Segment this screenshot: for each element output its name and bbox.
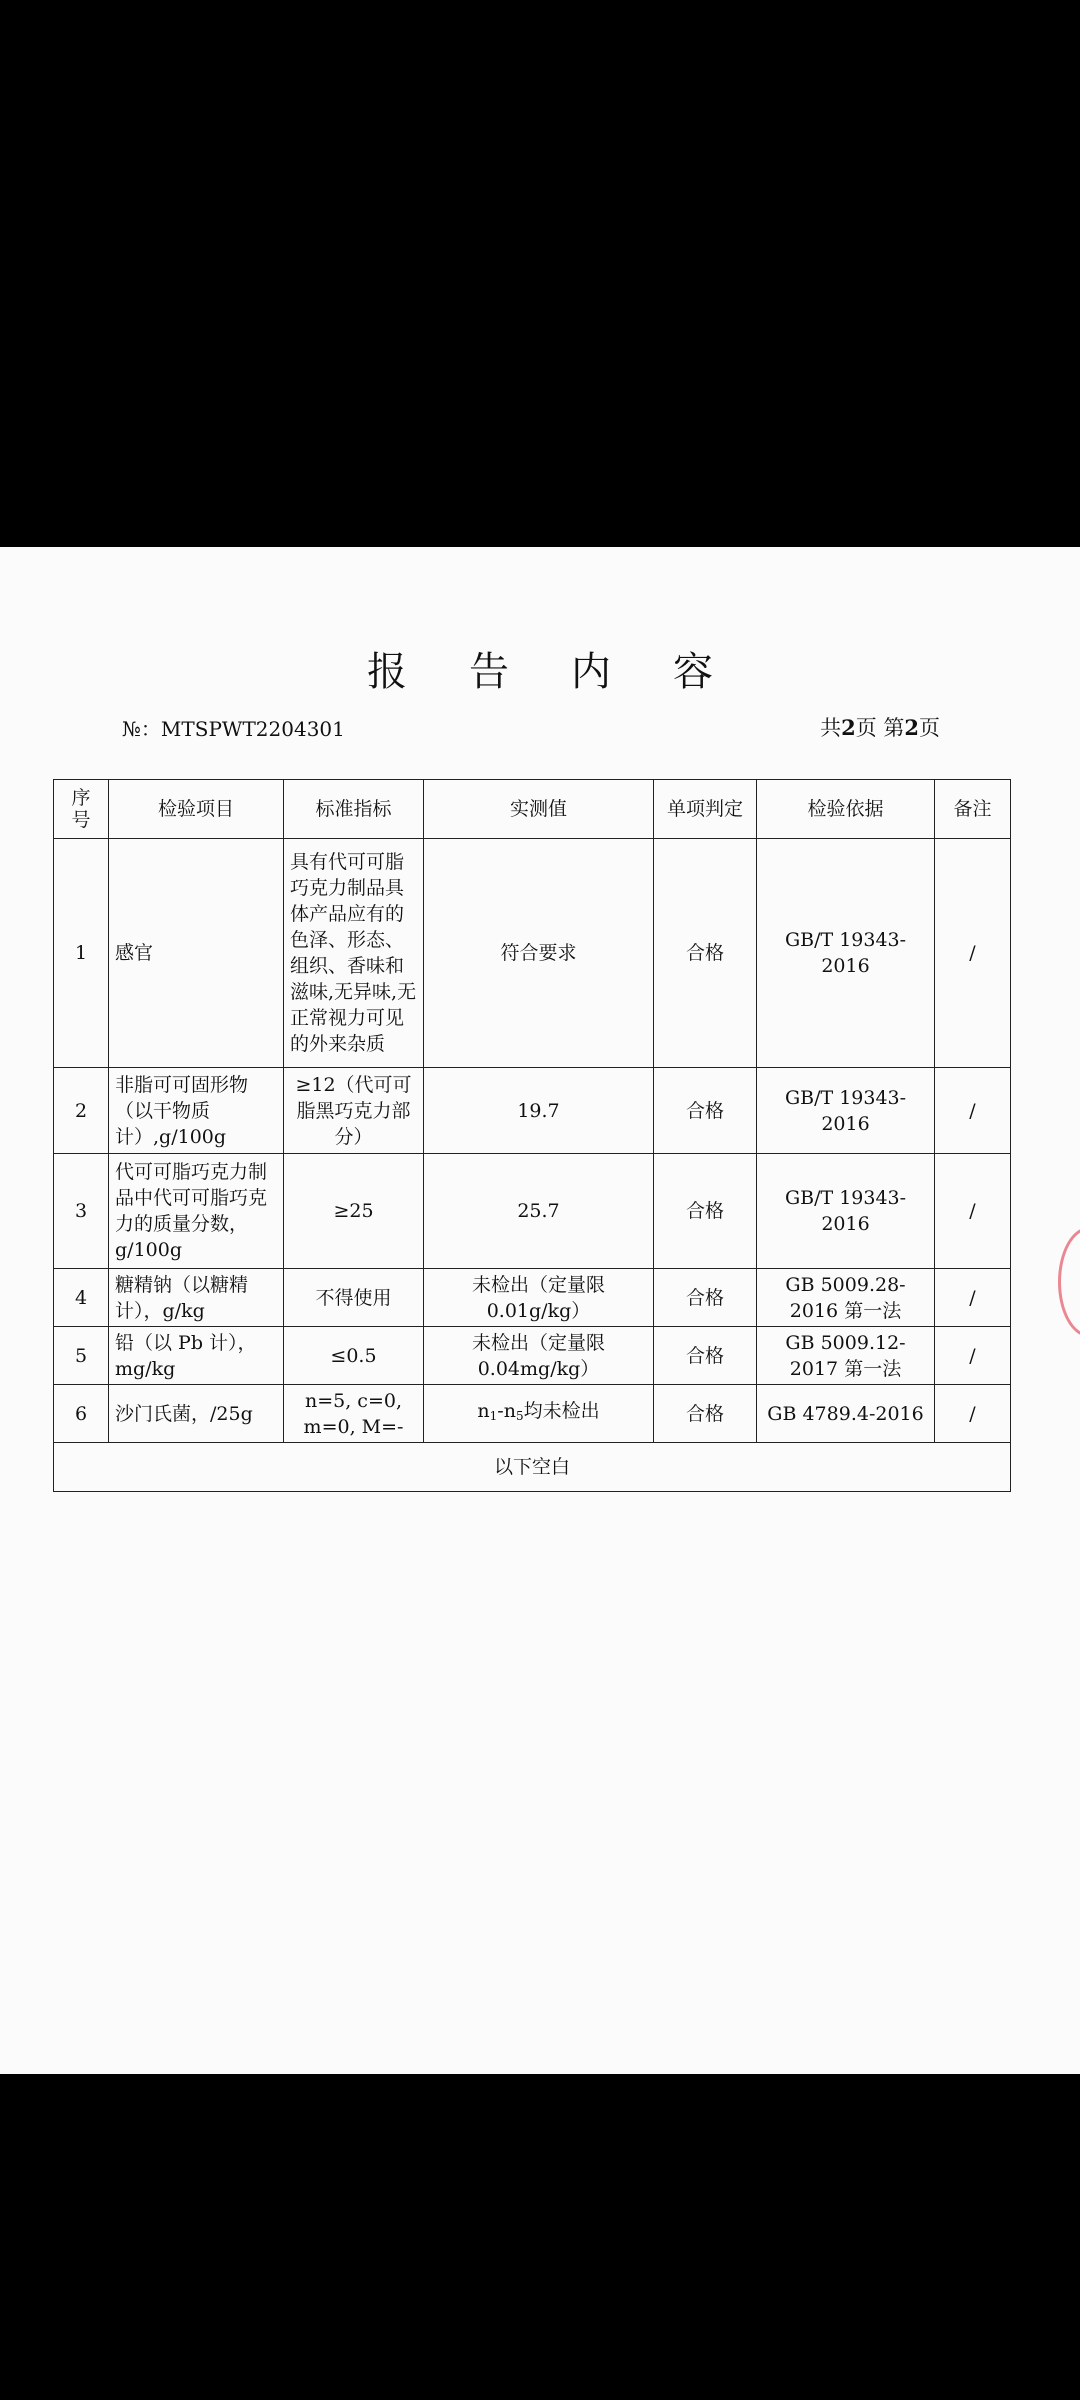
row-note: / <box>935 1327 1011 1385</box>
row-item: 铅（以 Pb 计），mg/kg <box>109 1327 284 1385</box>
measured-range: -n <box>497 1400 516 1422</box>
row-note: / <box>935 1385 1011 1443</box>
row-note: / <box>935 1269 1011 1327</box>
row-measured: 未检出（定量限 0.01g/kg） <box>424 1269 654 1327</box>
red-stamp <box>1058 1227 1080 1337</box>
row-note: / <box>935 1154 1011 1269</box>
row-basis: GB 4789.4-2016 <box>757 1385 935 1443</box>
table-row <box>54 1385 1011 1443</box>
row-judgment: 合格 <box>654 839 757 1068</box>
row-item: 糖精钠（以糖精计），g/kg <box>109 1269 284 1327</box>
row-item: 感官 <box>109 839 284 1068</box>
row-judgment: 合格 <box>654 1154 757 1269</box>
row-judgment: 合格 <box>654 1327 757 1385</box>
header-no: 序号 <box>54 780 109 839</box>
row-item: 沙门氏菌，/25g <box>109 1385 284 1443</box>
row-standard: ≤0.5 <box>284 1327 424 1385</box>
measured-sub-5: 5 <box>515 1409 524 1423</box>
row-basis: GB 5009.12-2017 第一法 <box>757 1327 935 1385</box>
measured-result: 均未检出 <box>523 1400 600 1422</box>
header-basis: 检验依据 <box>757 780 935 839</box>
page-title: 报告内容 <box>367 649 775 695</box>
row-measured <box>424 1385 654 1443</box>
header-item: 检验项目 <box>109 780 284 839</box>
report-number: №：MTSPWT2204301 <box>122 717 345 741</box>
row-measured: 25.7 <box>424 1154 654 1269</box>
table-header-row <box>54 780 1011 839</box>
row-measured: 符合要求 <box>424 839 654 1068</box>
row-no: 2 <box>54 1068 109 1154</box>
row-note: / <box>935 839 1011 1068</box>
header-note: 备注 <box>935 780 1011 839</box>
row-no: 1 <box>54 839 109 1068</box>
page-count-prefix: 共 <box>820 716 842 740</box>
row-standard: ≥12（代可可脂黑巧克力部分） <box>284 1068 424 1154</box>
row-standard: ≥25 <box>284 1154 424 1269</box>
blank-below-note: 以下空白 <box>54 1443 1011 1492</box>
page-count-total: 2 <box>841 715 856 740</box>
row-basis: GB/T 19343-2016 <box>757 839 935 1068</box>
page-count-current: 2 <box>904 715 919 740</box>
table-row <box>54 1154 1011 1269</box>
row-basis: GB 5009.28-2016 第一法 <box>757 1269 935 1327</box>
row-judgment: 合格 <box>654 1269 757 1327</box>
measured-sub-1: 1 <box>489 1409 498 1423</box>
table-row <box>54 1068 1011 1154</box>
row-standard: n=5, c=0, m=0, M=- <box>284 1385 424 1443</box>
row-standard: 不得使用 <box>284 1269 424 1327</box>
header-standard: 标准指标 <box>284 780 424 839</box>
row-item: 代可可脂巧克力制品中代可可脂巧克力的质量分数，g/100g <box>109 1154 284 1269</box>
row-no: 6 <box>54 1385 109 1443</box>
row-no: 4 <box>54 1269 109 1327</box>
row-no: 5 <box>54 1327 109 1385</box>
table-row <box>54 1327 1011 1385</box>
row-standard: 具有代可可脂巧克力制品具体产品应有的色泽、形态、组织、香味和滋味,无异味,无正常视力可见的外来杂质 <box>284 839 424 1068</box>
row-judgment: 合格 <box>654 1068 757 1154</box>
row-basis: GB/T 19343-2016 <box>757 1154 935 1269</box>
results-table <box>53 779 1011 1492</box>
page-count-mid: 页 第 <box>855 716 905 740</box>
table-row <box>54 839 1011 1068</box>
row-measured: 未检出（定量限 0.04mg/kg） <box>424 1327 654 1385</box>
row-judgment: 合格 <box>654 1385 757 1443</box>
header-measured: 实测值 <box>424 780 654 839</box>
page-count <box>820 712 940 742</box>
row-item: 非脂可可固形物（以干物质计）,g/100g <box>109 1068 284 1154</box>
report-page <box>0 547 1080 2074</box>
row-no: 3 <box>54 1154 109 1269</box>
table-row <box>54 1269 1011 1327</box>
page-count-suffix: 页 <box>919 716 940 740</box>
header-judgment: 单项判定 <box>654 780 757 839</box>
row-note: / <box>935 1068 1011 1154</box>
table-footer-row <box>54 1443 1011 1492</box>
row-basis: GB/T 19343-2016 <box>757 1068 935 1154</box>
row-measured: 19.7 <box>424 1068 654 1154</box>
measured-n: n <box>477 1400 490 1422</box>
